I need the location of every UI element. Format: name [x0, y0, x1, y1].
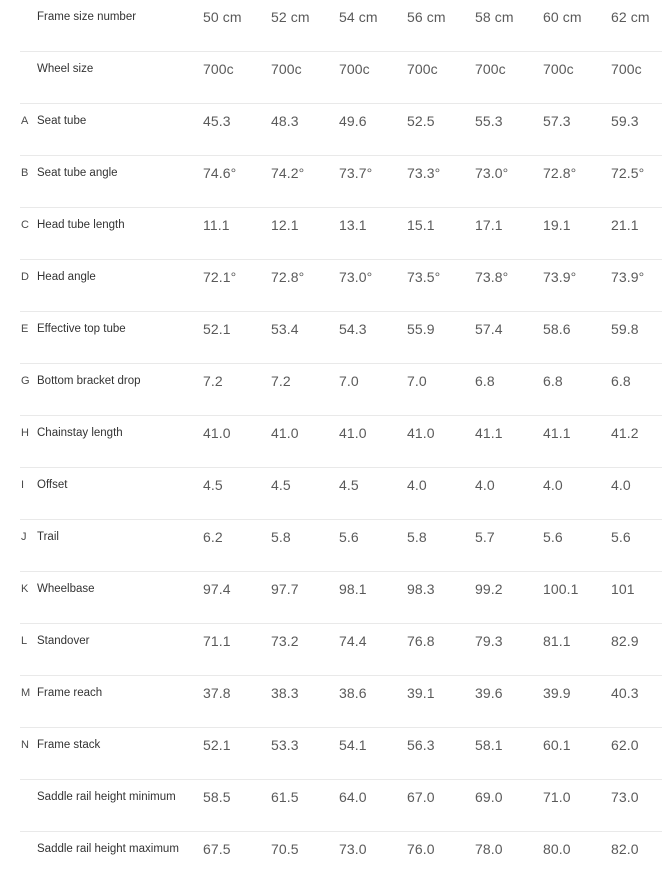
measurement-value: 78.0 — [475, 841, 503, 857]
measurement-label: Frame size number — [37, 11, 137, 23]
measurement-value: 4.5 — [271, 477, 291, 493]
measurement-value: 54.3 — [339, 321, 367, 337]
measurement-value: 11.1 — [203, 217, 230, 233]
measurement-letter: D — [21, 271, 29, 283]
measurement-label: Effective top tube — [37, 323, 126, 335]
measurement-value: 73.2 — [271, 633, 299, 649]
measurement-letter: N — [21, 739, 29, 751]
measurement-value: 73.3° — [407, 165, 441, 181]
measurement-value: 79.3 — [475, 633, 503, 649]
measurement-label: Seat tube angle — [37, 167, 118, 179]
measurement-value: 38.6 — [339, 685, 367, 701]
measurement-value: 72.5° — [611, 165, 645, 181]
measurement-value: 67.0 — [407, 789, 435, 805]
table-row — [0, 416, 670, 468]
measurement-value: 5.7 — [475, 529, 495, 545]
measurement-value: 5.6 — [339, 529, 359, 545]
measurement-value: 39.6 — [475, 685, 503, 701]
measurement-label: Head angle — [37, 271, 96, 283]
measurement-value: 101 — [611, 581, 635, 597]
measurement-value: 6.8 — [543, 373, 563, 389]
measurement-value: 19.1 — [543, 217, 571, 233]
measurement-letter: L — [21, 635, 28, 647]
measurement-value: 52.1 — [203, 737, 231, 753]
measurement-value: 54 cm — [339, 9, 378, 25]
measurement-label: Head tube length — [37, 219, 125, 231]
measurement-value: 97.4 — [203, 581, 231, 597]
measurement-value: 41.2 — [611, 425, 639, 441]
measurement-letter: I — [21, 479, 25, 491]
measurement-label: Wheelbase — [37, 583, 95, 595]
measurement-value: 50 cm — [203, 9, 242, 25]
measurement-value: 4.0 — [475, 477, 495, 493]
measurement-value: 80.0 — [543, 841, 571, 857]
table-row — [0, 520, 670, 572]
measurement-value: 59.8 — [611, 321, 639, 337]
table-row — [0, 780, 670, 832]
measurement-value: 61.5 — [271, 789, 299, 805]
measurement-value: 97.7 — [271, 581, 299, 597]
measurement-value: 53.3 — [271, 737, 299, 753]
measurement-value: 700c — [203, 61, 234, 77]
measurement-label: Trail — [37, 531, 59, 543]
measurement-value: 52.1 — [203, 321, 231, 337]
measurement-value: 53.4 — [271, 321, 299, 337]
table-row — [0, 52, 670, 104]
measurement-value: 4.0 — [611, 477, 631, 493]
measurement-value: 7.0 — [407, 373, 427, 389]
measurement-value: 98.1 — [339, 581, 367, 597]
measurement-letter: A — [21, 115, 29, 127]
measurement-value: 59.3 — [611, 113, 639, 129]
measurement-value: 21.1 — [611, 217, 639, 233]
measurement-value: 57.4 — [475, 321, 503, 337]
measurement-letter: K — [21, 583, 29, 595]
table-row — [0, 156, 670, 208]
measurement-value: 72.1° — [203, 269, 237, 285]
measurement-value: 7.0 — [339, 373, 359, 389]
measurement-value: 82.0 — [611, 841, 639, 857]
measurement-value: 54.1 — [339, 737, 367, 753]
measurement-value: 5.8 — [407, 529, 427, 545]
measurement-value: 55.3 — [475, 113, 503, 129]
measurement-value: 74.2° — [271, 165, 305, 181]
measurement-value: 58.6 — [543, 321, 571, 337]
measurement-label: Frame stack — [37, 739, 101, 751]
measurement-value: 72.8° — [271, 269, 305, 285]
measurement-value: 73.0° — [339, 269, 373, 285]
measurement-value: 62 cm — [611, 9, 650, 25]
measurement-label: Chainstay length — [37, 427, 123, 439]
measurement-value: 7.2 — [203, 373, 223, 389]
measurement-value: 12.1 — [271, 217, 299, 233]
measurement-label: Saddle rail height minimum — [37, 791, 176, 803]
measurement-letter: E — [21, 323, 29, 335]
measurement-letter: C — [21, 219, 29, 231]
measurement-value: 700c — [339, 61, 370, 77]
measurement-value: 58.1 — [475, 737, 503, 753]
measurement-value: 41.0 — [339, 425, 367, 441]
measurement-value: 4.5 — [203, 477, 223, 493]
measurement-value: 38.3 — [271, 685, 299, 701]
table-row — [0, 312, 670, 364]
measurement-value: 49.6 — [339, 113, 367, 129]
measurement-value: 73.0 — [339, 841, 367, 857]
measurement-value: 700c — [543, 61, 574, 77]
measurement-value: 100.1 — [543, 581, 579, 597]
measurement-value: 41.0 — [203, 425, 231, 441]
measurement-value: 60.1 — [543, 737, 571, 753]
measurement-label: Saddle rail height maximum — [37, 843, 179, 855]
measurement-value: 71.0 — [543, 789, 571, 805]
measurement-value: 4.0 — [407, 477, 427, 493]
measurement-value: 98.3 — [407, 581, 435, 597]
measurement-value: 73.8° — [475, 269, 509, 285]
measurement-value: 37.8 — [203, 685, 231, 701]
table-row — [0, 832, 670, 884]
measurement-value: 71.1 — [203, 633, 231, 649]
measurement-value: 52 cm — [271, 9, 310, 25]
measurement-value: 73.9° — [611, 269, 645, 285]
table-row — [0, 676, 670, 728]
table-row — [0, 208, 670, 260]
measurement-value: 700c — [271, 61, 302, 77]
measurement-value: 73.9° — [543, 269, 577, 285]
measurement-letter: B — [21, 167, 29, 179]
table-row — [0, 260, 670, 312]
measurement-value: 52.5 — [407, 113, 435, 129]
measurement-letter: J — [21, 531, 27, 543]
measurement-value: 57.3 — [543, 113, 571, 129]
measurement-value: 76.8 — [407, 633, 435, 649]
measurement-value: 7.2 — [271, 373, 291, 389]
measurement-value: 73.0° — [475, 165, 509, 181]
measurement-value: 81.1 — [543, 633, 571, 649]
measurement-value: 73.5° — [407, 269, 441, 285]
measurement-value: 41.0 — [271, 425, 299, 441]
measurement-value: 76.0 — [407, 841, 435, 857]
measurement-letter: H — [21, 427, 29, 439]
measurement-value: 64.0 — [339, 789, 367, 805]
measurement-value: 73.7° — [339, 165, 373, 181]
measurement-value: 45.3 — [203, 113, 231, 129]
measurement-value: 60 cm — [543, 9, 582, 25]
measurement-value: 39.1 — [407, 685, 435, 701]
table-row — [0, 0, 670, 52]
measurement-value: 6.2 — [203, 529, 223, 545]
measurement-label: Wheel size — [37, 63, 94, 75]
measurement-value: 700c — [611, 61, 642, 77]
measurement-value: 99.2 — [475, 581, 503, 597]
measurement-value: 70.5 — [271, 841, 299, 857]
measurement-value: 4.0 — [543, 477, 563, 493]
measurement-value: 700c — [475, 61, 506, 77]
measurement-value: 17.1 — [475, 217, 503, 233]
measurement-value: 41.1 — [543, 425, 571, 441]
measurement-value: 39.9 — [543, 685, 571, 701]
measurement-value: 41.1 — [475, 425, 503, 441]
table-row — [0, 572, 670, 624]
measurement-letter: G — [21, 375, 30, 387]
measurement-label: Frame reach — [37, 687, 103, 699]
measurement-value: 73.0 — [611, 789, 639, 805]
measurement-value: 56.3 — [407, 737, 435, 753]
measurement-value: 5.6 — [611, 529, 631, 545]
measurement-value: 4.5 — [339, 477, 359, 493]
measurement-value: 700c — [407, 61, 438, 77]
table-row — [0, 624, 670, 676]
measurement-value: 69.0 — [475, 789, 503, 805]
measurement-value: 58 cm — [475, 9, 514, 25]
table-row — [0, 468, 670, 520]
measurement-value: 6.8 — [475, 373, 495, 389]
measurement-value: 55.9 — [407, 321, 435, 337]
measurement-label: Bottom bracket drop — [37, 375, 141, 387]
measurement-value: 67.5 — [203, 841, 231, 857]
measurement-value: 74.6° — [203, 165, 237, 181]
measurement-value: 56 cm — [407, 9, 446, 25]
measurement-value: 58.5 — [203, 789, 231, 805]
measurement-value: 62.0 — [611, 737, 639, 753]
measurement-value: 48.3 — [271, 113, 299, 129]
measurement-value: 6.8 — [611, 373, 631, 389]
measurement-value: 13.1 — [339, 217, 367, 233]
table-row — [0, 728, 670, 780]
measurement-label: Offset — [37, 479, 68, 491]
table-row — [0, 364, 670, 416]
measurement-value: 15.1 — [407, 217, 435, 233]
measurement-value: 40.3 — [611, 685, 639, 701]
measurement-value: 74.4 — [339, 633, 367, 649]
measurement-value: 72.8° — [543, 165, 577, 181]
measurement-value: 41.0 — [407, 425, 435, 441]
measurement-value: 82.9 — [611, 633, 639, 649]
measurement-value: 5.6 — [543, 529, 563, 545]
measurement-value: 5.8 — [271, 529, 291, 545]
measurement-letter: M — [21, 687, 31, 699]
table-row — [0, 104, 670, 156]
measurement-label: Seat tube — [37, 115, 87, 127]
measurement-label: Standover — [37, 635, 90, 647]
